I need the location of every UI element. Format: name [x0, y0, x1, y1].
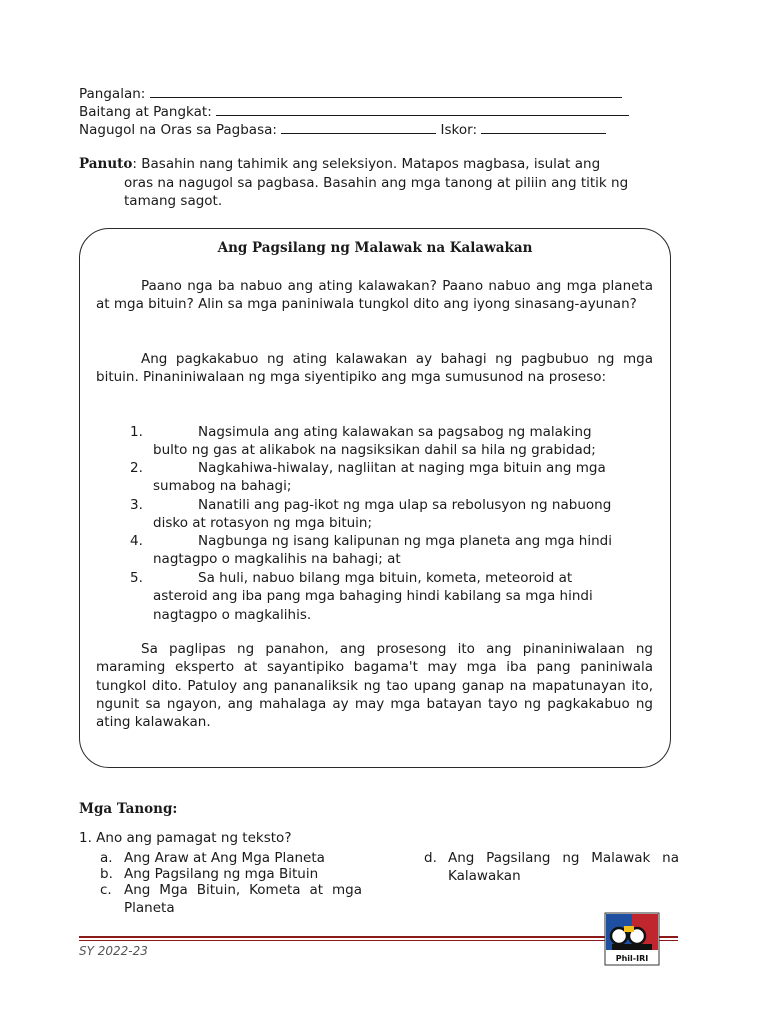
phil-iri-logo: [604, 912, 660, 966]
time-score-row: [79, 119, 606, 137]
process-item-rest-line: asteroid ang iba pang mga bahaging hindi kabilang sa mga hindi: [153, 588, 593, 605]
logo-text: Phil-IRI: [615, 954, 649, 963]
story-paragraph-3: [96, 640, 653, 731]
story-paragraph-3-text: Sa paglipas ng panahon, ang prosesong ito ang pinaniniwalaan ng maraming eksperto at sayantipiko bagama't may mga iba pang paniniwala tungkol dito. Patuloy ang pananaliksik ng tao upang ganap na mapatunayan ito, ngunit sa ngayon, ang mahalaga ay may mga batayan tayo ng pagkakabuo ng ating kalawakan.: [96, 641, 653, 731]
choice-letter: a.: [100, 850, 113, 866]
answer-choice-b[interactable]: [100, 866, 370, 884]
process-item-number: 2.: [130, 460, 143, 476]
answer-choice-c[interactable]: [100, 882, 362, 917]
questions-heading: Mga Tanong:: [79, 801, 178, 817]
time-label: Nagugol na Oras sa Pagbasa:: [79, 122, 277, 138]
choice-letter: c.: [100, 882, 112, 898]
process-item-rest-line: sumabog na bahagi;: [153, 478, 292, 495]
instructions-line3: tamang sagot.: [124, 193, 223, 209]
story-paragraph-2-text: Ang pagkakabuo ng ating kalawakan ay bahagi ng pagbubuo ng mga bituin. Pinaniniwalaan ng mga siyentipiko ang mga sumusunod na proseso:: [96, 351, 653, 386]
process-item-rest-line: disko at rotasyon ng mga bituin;: [153, 515, 373, 532]
choice-letter: d.: [424, 850, 437, 866]
footer-rule: [79, 936, 678, 938]
choice-text: Ang Mga Bituin, Kometa at mga Planeta: [124, 882, 362, 916]
process-item-first-line: Nagsimula ang ating kalawakan sa pagsabog ng malaking: [198, 424, 592, 440]
process-item-number: 3.: [130, 497, 143, 513]
instructions-line1: : Basahin nang tahimik ang seleksiyon. Matapos magbasa, isulat ang: [132, 156, 601, 172]
question-1-text: 1. Ano ang pamagat ng teksto?: [79, 830, 292, 846]
choice-text: Ang Pagsilang ng mga Bituin: [124, 866, 319, 882]
process-item-number: 1.: [130, 424, 143, 440]
process-item-first-line: Nanatili ang pag-ikot ng mga ulap sa rebolusyon ng nabuong: [198, 497, 612, 513]
story-title: Ang Pagsilang ng Malawak na Kalawakan: [217, 240, 533, 256]
score-input-line[interactable]: [481, 119, 606, 134]
process-item-rest-line: bulto ng gas at alikabok na nagsiksikan dahil sa hila ng grabidad;: [153, 442, 596, 459]
process-item-first-line: Nagbunga ng isang kalipunan ng mga planeta ang mga hindi: [198, 533, 612, 549]
grade-input-line[interactable]: [216, 101, 629, 116]
process-item: [96, 532, 653, 569]
instructions: [79, 155, 679, 211]
choice-text: Ang Pagsilang ng Malawak na Kalawakan: [448, 850, 679, 884]
choice-letter: b.: [100, 866, 113, 882]
process-item-number: 4.: [130, 533, 143, 549]
process-item-first-line: Sa huli, nabuo bilang mga bituin, kometa, meteoroid at: [198, 570, 573, 586]
name-field-row: [79, 83, 622, 101]
process-item: [96, 423, 653, 460]
answer-choice-a[interactable]: [100, 850, 370, 868]
instructions-line2: oras na nagugol sa pagbasa. Basahin ang mga tanong at piliin ang titik ng: [124, 174, 629, 191]
name-label: Pangalan:: [79, 86, 146, 102]
process-item-rest-line: nagtagpo o magkalihis na bahagi; at: [153, 551, 401, 568]
phil-iri-logo-icon: [604, 912, 660, 966]
instructions-label: Panuto: [79, 156, 133, 172]
time-input-line[interactable]: [281, 119, 436, 134]
process-item-number: 5.: [130, 570, 143, 586]
process-item: [96, 569, 653, 624]
process-item-first-line: Nagkahiwa-hiwalay, nagliitan at naging mga bituin ang mga: [198, 460, 606, 476]
footer-rule-thin: [79, 940, 678, 941]
name-input-line[interactable]: [150, 83, 622, 98]
story-paragraph-2: [96, 350, 653, 387]
process-item: [96, 496, 653, 533]
story-paragraph-1: [96, 277, 653, 314]
score-label: Iskor:: [440, 122, 478, 138]
story-paragraph-1-text: Paano nga ba nabuo ang ating kalawakan? Paano nabuo ang mga planeta at mga bituin? Alin sa mga paniniwala tungkol dito ang iyong sinasang-ayunan?: [96, 278, 653, 313]
choice-text: Ang Araw at Ang Mga Planeta: [124, 850, 325, 866]
process-item: [96, 459, 653, 496]
grade-label: Baitang at Pangkat:: [79, 104, 212, 120]
answer-choice-d[interactable]: [424, 850, 679, 885]
process-item-rest-line: nagtagpo o magkalihis.: [153, 606, 312, 623]
grade-field-row: [79, 101, 629, 119]
school-year: SY 2022-23: [79, 944, 148, 958]
